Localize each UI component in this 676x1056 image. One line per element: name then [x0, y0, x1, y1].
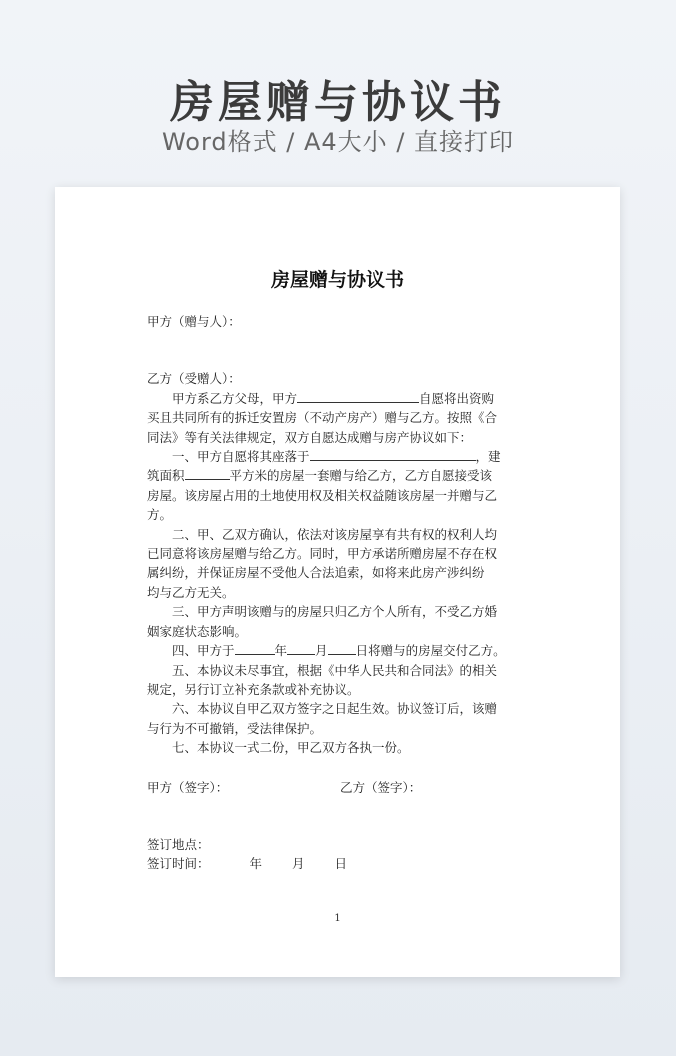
- sign-place: 签订地点：: [147, 836, 210, 852]
- sign-a-label: 甲方（签字）：: [147, 779, 229, 795]
- clause7-text: 七、本协议一式二份，甲乙双方各执一份。: [172, 740, 410, 756]
- clause5-line-1: [147, 661, 527, 680]
- party-a-line: 甲方（赠与人）：: [147, 314, 241, 329]
- clause4-text-2: 日将赠与的房屋交付乙方。: [355, 643, 506, 659]
- party-b-line: 乙方（受赠人）：: [147, 371, 241, 387]
- clause4-year: 年: [274, 643, 288, 659]
- intro-line-3: 同法》等有关法律规定，双方自愿达成赠与房产协议如下：: [147, 429, 473, 445]
- clause1-line-1: [147, 447, 527, 466]
- blank-year: [235, 641, 275, 655]
- blank-party-a: [297, 389, 419, 403]
- clause2-line-3: 属纠纷，并保证房屋不受他人合法追索，如将来此房产涉纠纷: [147, 565, 485, 581]
- sign-time-day: 日: [334, 856, 348, 872]
- document-body: [147, 312, 527, 874]
- clause4-line: [147, 641, 527, 660]
- sign-time-month: 月: [292, 856, 305, 872]
- clause1-text-2: ，建: [475, 449, 501, 465]
- sign-time-label: 签订时间：: [147, 856, 210, 872]
- blank-area: [185, 466, 230, 480]
- banner-subtitle: Word格式 / A4大小 / 直接打印: [161, 128, 515, 156]
- blank-day: [328, 641, 356, 655]
- clause1-line-3: 房屋。该房屋占用的土地使用权及相关权益随该房屋一并赠与乙: [147, 487, 498, 503]
- clause3-text-1: 三、甲方声明该赠与的房屋只归乙方个人所有，不受乙方婚: [172, 604, 498, 620]
- signature-row: [147, 778, 527, 797]
- clause6-text-1: 六、本协议自甲乙双方签字之日起生效。协议签订后，该赠: [172, 701, 498, 717]
- clause1-text-3: 筑面积: [147, 468, 185, 484]
- clause6-line-2: 与行为不可撤销，受法律保护。: [147, 720, 323, 736]
- clause5-text-1: 五、本协议未尽事宜，根据《中华人民共和合同法》的相关: [172, 662, 498, 678]
- clause1-text-1: 一、甲方自愿将其座落于: [172, 449, 310, 465]
- clause4-text-1: 四、甲方于: [172, 643, 235, 659]
- intro-line-2: 买且共同所有的拆迁安置房（不动产房产）赠与乙方。按照《合: [147, 410, 498, 426]
- clause2-line-4: 均与乙方无关。: [147, 584, 235, 600]
- blank-address: [310, 447, 476, 461]
- clause2-line-2: 已同意将该房屋赠与给乙方。同时，甲方承诺所赠房屋不存在权: [147, 546, 498, 562]
- clause2-text-1: 二、甲、乙双方确认，依法对该房屋享有共有权的权利人均: [172, 526, 498, 542]
- clause4-month: 月: [315, 643, 328, 659]
- clause3-line-2: 姻家庭状态影响。: [147, 623, 248, 639]
- clause7-line: [147, 738, 527, 757]
- clause1-line-2: [147, 466, 527, 485]
- sign-b-label: 乙方（签字）：: [340, 779, 422, 795]
- intro-line-1: [147, 389, 527, 408]
- intro-text-1: 甲方系乙方父母，甲方: [172, 390, 298, 406]
- clause1-text-4: 平方米的房屋一套赠与给乙方，乙方自愿接受该: [229, 468, 493, 484]
- clause5-line-2: 规定，另行订立补充条款或补充协议。: [147, 681, 360, 697]
- sign-time-year: 年: [249, 856, 263, 872]
- clause6-line-1: [147, 699, 527, 718]
- sign-time-row: [147, 854, 527, 873]
- document-title: 房屋赠与协议书: [270, 269, 404, 291]
- page-number: 1: [334, 913, 341, 924]
- clause3-line-1: [147, 602, 527, 621]
- document-page: [55, 187, 620, 977]
- clause2-line-1: [147, 525, 527, 544]
- clause1-line-4: 方。: [147, 507, 173, 523]
- blank-month: [287, 641, 315, 655]
- banner-title: 房屋赠与协议书: [170, 77, 506, 128]
- intro-text-2: 自愿将出资购: [419, 390, 495, 406]
